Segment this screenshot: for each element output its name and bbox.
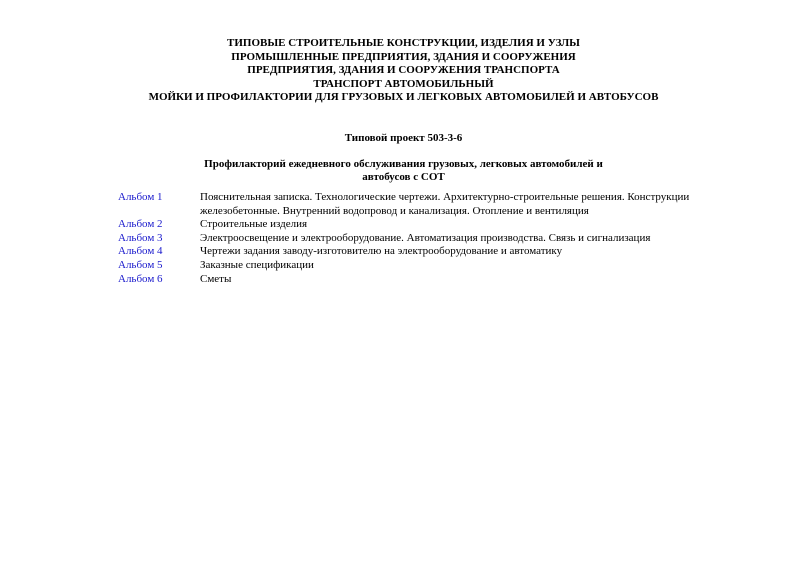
- album-2-link[interactable]: Альбом 2: [118, 218, 163, 231]
- album-4-link[interactable]: Альбом 4: [118, 245, 163, 258]
- album-6-link[interactable]: Альбом 6: [118, 272, 163, 285]
- header-line-transport-type: ТРАНСПОРТ АВТОМОБИЛЬНЫЙ: [313, 77, 494, 90]
- project-title: [0, 158, 807, 185]
- album-row-2: [118, 218, 718, 232]
- album-1-description: Пояснительная записка. Технологические чертежи. Архитектурно-строительные решения. Конструкции железобетонные. Внутренний водопровод и канализация. Отопление и вентиляция: [200, 191, 690, 217]
- album-3-link[interactable]: Альбом 3: [118, 231, 163, 244]
- header-line-category: ПРОМЫШЛЕННЫЕ ПРЕДПРИЯТИЯ, ЗДАНИЯ И СООРУЖЕНИЯ: [231, 50, 576, 63]
- header-line-facility-type: МОЙКИ И ПРОФИЛАКТОРИИ ДЛЯ ГРУЗОВЫХ И ЛЕГКОВЫХ АВТОМОБИЛЕЙ И АВТОБУСОВ: [148, 91, 659, 104]
- project-number: Типовой проект 503-3-6: [344, 132, 463, 144]
- album-list: [118, 191, 718, 286]
- album-row-6: [118, 273, 718, 287]
- header-line-subcategory: ПРЕДПРИЯТИЯ, ЗДАНИЯ И СООРУЖЕНИЯ ТРАНСПОРТА: [247, 64, 560, 77]
- album-2-description: Строительные изделия: [200, 218, 308, 231]
- header-line-series: ТИПОВЫЕ СТРОИТЕЛЬНЫЕ КОНСТРУКЦИИ, ИЗДЕЛИЯ И УЗЛЫ: [227, 37, 580, 49]
- album-5-description: Заказные спецификации: [200, 258, 314, 271]
- album-row-5: [118, 259, 718, 273]
- album-row-3: [118, 232, 718, 246]
- album-6-description: Сметы: [200, 272, 232, 285]
- album-3-description: Электроосвещение и электрооборудование. Автоматизация производства. Связь и сигнализация: [200, 231, 651, 244]
- album-5-link[interactable]: Альбом 5: [118, 258, 163, 271]
- project-title-line-2: автобусов с СОТ: [362, 171, 445, 184]
- album-row-4: [118, 245, 718, 259]
- album-row-1: [118, 191, 718, 218]
- album-1-link[interactable]: Альбом 1: [118, 191, 163, 203]
- album-4-description: Чертежи задания заводу-изготовителю на электрооборудование и автоматику: [200, 245, 563, 258]
- project-title-line-1: Профилакторий ежедневного обслуживания грузовых, легковых автомобилей и: [204, 158, 603, 170]
- document-header: [0, 37, 807, 105]
